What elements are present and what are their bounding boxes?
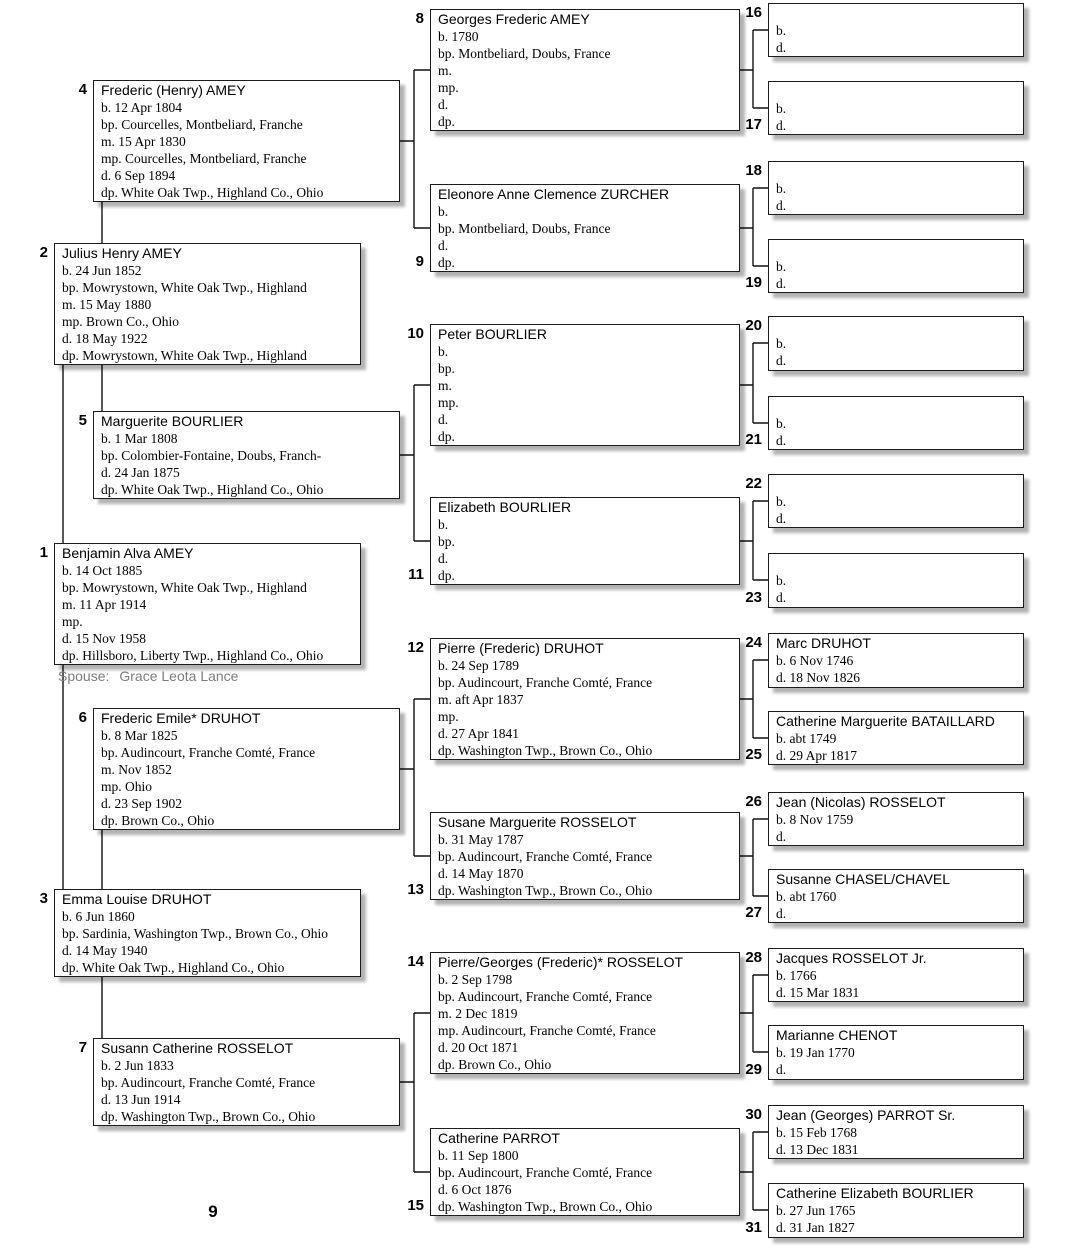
person-number-15: 15 xyxy=(407,1197,424,1214)
person-field: bp. Audincourt, Franche Comté, France xyxy=(101,1075,316,1090)
person-box-20 xyxy=(768,316,1024,371)
person-field: mp. Ohio xyxy=(101,779,153,794)
person-field: d. 23 Sep 1902 xyxy=(101,796,182,811)
person-field: b. 31 May 1787 xyxy=(438,832,524,847)
person-field: bp. Sardinia, Washington Twp., Brown Co., Ohio xyxy=(62,926,328,941)
person-field: b. 8 Mar 1825 xyxy=(101,728,178,743)
person-field: d. xyxy=(776,276,787,291)
person-field: b. xyxy=(776,259,787,274)
person-field: m. 11 Apr 1914 xyxy=(62,597,147,612)
person-field: dp. Brown Co., Ohio xyxy=(438,1057,552,1072)
person-name: Susann Catherine ROSSELOT xyxy=(101,1040,294,1056)
person-field: mp. Audincourt, Franche Comté, France xyxy=(438,1023,656,1038)
person-field: b. abt 1760 xyxy=(776,889,837,904)
person-field: b. 14 Oct 1885 xyxy=(62,563,143,578)
person-box-26 xyxy=(768,792,1024,846)
person-field: b. 8 Nov 1759 xyxy=(776,812,854,827)
person-number-14: 14 xyxy=(407,953,424,970)
person-box-30 xyxy=(768,1105,1024,1159)
person-name: Elizabeth BOURLIER xyxy=(438,499,572,515)
person-box-16 xyxy=(768,3,1024,57)
person-field: d. 13 Dec 1831 xyxy=(776,1142,859,1157)
person-field: b. 1 Mar 1808 xyxy=(101,431,178,446)
person-name: Eleonore Anne Clemence ZURCHER xyxy=(438,186,670,202)
person-number-1: 1 xyxy=(39,544,48,561)
person-box-28 xyxy=(768,948,1024,1002)
person-number-6: 6 xyxy=(78,709,87,726)
connector xyxy=(740,819,768,896)
person-field: b. xyxy=(776,494,787,509)
connector xyxy=(740,30,768,108)
person-field: d. 31 Jan 1827 xyxy=(776,1220,855,1235)
person-number-7: 7 xyxy=(78,1039,87,1056)
person-name: Benjamin Alva AMEY xyxy=(62,545,194,561)
person-field: m. xyxy=(438,63,452,78)
person-field: d. 14 May 1940 xyxy=(62,943,148,958)
person-field: d. 15 Mar 1831 xyxy=(776,985,860,1000)
person-field: b. xyxy=(776,573,787,588)
person-box-12 xyxy=(430,638,740,760)
person-field: d. xyxy=(438,238,449,253)
person-name: Catherine Elizabeth BOURLIER xyxy=(776,1185,974,1201)
spouse-label: Spouse: xyxy=(58,668,110,684)
person-field: bp. Courcelles, Montbeliard, Franche xyxy=(101,117,303,132)
person-field: b. 12 Apr 1804 xyxy=(101,100,182,115)
person-field: d. 13 Jun 1914 xyxy=(101,1092,181,1107)
connector xyxy=(740,188,768,266)
person-field: b. 15 Feb 1768 xyxy=(776,1125,857,1140)
person-field: bp. Audincourt, Franche Comté, France xyxy=(438,675,653,690)
person-field: dp. Washington Twp., Brown Co., Ohio xyxy=(438,1199,653,1214)
person-number-23: 23 xyxy=(745,589,762,606)
person-field: b. xyxy=(438,517,449,532)
person-name xyxy=(776,398,1019,415)
person-field: b. xyxy=(776,336,787,351)
person-field: bp. Montbeliard, Doubs, France xyxy=(438,46,611,61)
person-name: Pierre (Frederic) DRUHOT xyxy=(438,640,604,656)
person-field: b. 6 Jun 1860 xyxy=(62,909,135,924)
person-field: b. 27 Jun 1765 xyxy=(776,1203,856,1218)
person-number-2: 2 xyxy=(39,244,48,261)
person-field: mp. Courcelles, Montbeliard, Franche xyxy=(101,151,307,166)
person-field: dp. xyxy=(438,568,455,583)
person-box-23 xyxy=(768,553,1024,608)
person-field: b. 19 Jan 1770 xyxy=(776,1045,855,1060)
person-field: bp. Audincourt, Franche Comté, France xyxy=(438,849,653,864)
person-box-1 xyxy=(54,543,361,665)
person-field: bp. Audincourt, Franche Comté, France xyxy=(101,745,316,760)
person-box-15 xyxy=(430,1128,740,1216)
person-field: dp. White Oak Twp., Highland Co., Ohio xyxy=(101,482,324,497)
person-field: bp. Audincourt, Franche Comté, France xyxy=(438,989,653,1004)
spouse-name: Grace Leota Lance xyxy=(119,668,239,684)
person-box-21 xyxy=(768,396,1024,450)
person-field: d. xyxy=(776,353,787,368)
person-box-31 xyxy=(768,1183,1024,1238)
connector xyxy=(400,70,430,228)
person-box-2 xyxy=(54,243,361,365)
person-number-22: 22 xyxy=(745,475,762,492)
person-number-26: 26 xyxy=(745,793,762,810)
connector xyxy=(400,699,430,856)
person-name xyxy=(776,5,1019,22)
person-name: Jacques ROSSELOT Jr. xyxy=(776,950,927,966)
person-field: b. 24 Sep 1789 xyxy=(438,658,519,673)
person-field: bp. Colombier-Fontaine, Doubs, Franch- xyxy=(101,448,322,463)
person-name xyxy=(776,555,1019,572)
person-field: dp. xyxy=(438,429,455,444)
person-name: Frederic (Henry) AMEY xyxy=(101,82,246,98)
person-box-27 xyxy=(768,869,1024,923)
person-field: d. 27 Apr 1841 xyxy=(438,726,519,741)
person-field: m. 15 Apr 1830 xyxy=(101,134,186,149)
person-box-13 xyxy=(430,812,740,900)
person-field: m. Nov 1852 xyxy=(101,762,172,777)
person-name xyxy=(776,476,1019,493)
person-box-10 xyxy=(430,324,740,446)
person-number-12: 12 xyxy=(407,639,424,656)
person-field: b. 6 Nov 1746 xyxy=(776,653,854,668)
person-box-5 xyxy=(93,411,400,499)
person-name: Susane Marguerite ROSSELOT xyxy=(438,814,637,830)
person-field: mp. xyxy=(438,709,459,724)
person-field: d. 15 Nov 1958 xyxy=(62,631,146,646)
person-field: dp. Washington Twp., Brown Co., Ohio xyxy=(438,883,653,898)
person-name: Peter BOURLIER xyxy=(438,326,547,342)
person-box-17 xyxy=(768,81,1024,135)
person-field: d. xyxy=(776,40,787,55)
connector xyxy=(400,385,430,541)
person-name: Frederic Emile* DRUHOT xyxy=(101,710,261,726)
connector xyxy=(400,1013,430,1172)
person-field: b. xyxy=(776,23,787,38)
person-field: b. 2 Sep 1798 xyxy=(438,972,513,987)
person-field: d. xyxy=(776,198,787,213)
person-field: dp. Mowrystown, White Oak Twp., Highland xyxy=(62,348,307,363)
person-field: d. xyxy=(776,906,787,921)
person-field: dp. Washington Twp., Brown Co., Ohio xyxy=(101,1109,316,1124)
person-field: d. xyxy=(438,97,449,112)
person-number-27: 27 xyxy=(745,904,762,921)
person-name: Marc DRUHOT xyxy=(776,635,871,651)
person-number-28: 28 xyxy=(745,949,762,966)
person-field: d. xyxy=(776,590,787,605)
person-field: d. 18 Nov 1826 xyxy=(776,670,860,685)
person-number-13: 13 xyxy=(407,881,424,898)
person-field: d. 6 Oct 1876 xyxy=(438,1182,512,1197)
person-number-5: 5 xyxy=(78,412,87,429)
person-field: d. xyxy=(776,511,787,526)
person-box-25 xyxy=(768,711,1024,765)
person-field: dp. White Oak Twp., Highland Co., Ohio xyxy=(62,960,285,975)
person-field: m. xyxy=(438,378,452,393)
person-number-18: 18 xyxy=(745,162,762,179)
person-box-24 xyxy=(768,633,1024,688)
person-field: d. 6 Sep 1894 xyxy=(101,168,176,183)
person-field: bp. Montbeliard, Doubs, France xyxy=(438,221,611,236)
person-box-9 xyxy=(430,184,740,272)
person-box-22 xyxy=(768,474,1024,528)
person-field: d. 14 May 1870 xyxy=(438,866,524,881)
person-name: Georges Frederic AMEY xyxy=(438,11,590,27)
person-field: dp. xyxy=(438,114,455,129)
person-field: d. 18 May 1922 xyxy=(62,331,148,346)
person-field: b. 24 Jun 1852 xyxy=(62,263,142,278)
person-field: bp. Mowrystown, White Oak Twp., Highland xyxy=(62,280,307,295)
person-number-3: 3 xyxy=(39,890,48,907)
person-field: b. xyxy=(438,344,449,359)
person-field: b. xyxy=(776,416,787,431)
person-number-11: 11 xyxy=(408,566,424,583)
person-field: dp. Brown Co., Ohio xyxy=(101,813,215,828)
spouse-line xyxy=(58,668,238,684)
person-field: mp. Brown Co., Ohio xyxy=(62,314,180,329)
person-field: dp. Washington Twp., Brown Co., Ohio xyxy=(438,743,653,758)
person-number-24: 24 xyxy=(745,634,762,651)
person-name xyxy=(776,83,1019,100)
person-field: d. xyxy=(776,118,787,133)
person-field: d. 20 Oct 1871 xyxy=(438,1040,519,1055)
page-number: 9 xyxy=(208,1202,218,1221)
person-field: bp. Mowrystown, White Oak Twp., Highland xyxy=(62,580,307,595)
person-box-11 xyxy=(430,497,740,585)
person-field: b. xyxy=(776,101,787,116)
person-field: b. xyxy=(776,181,787,196)
person-field: d. xyxy=(776,433,787,448)
person-number-31: 31 xyxy=(745,1219,762,1236)
person-name xyxy=(776,241,1019,258)
person-box-4 xyxy=(93,80,400,202)
person-name: Marianne CHENOT xyxy=(776,1027,898,1043)
person-name xyxy=(776,163,1019,180)
person-field: d. xyxy=(776,1062,787,1077)
person-field: dp. White Oak Twp., Highland Co., Ohio xyxy=(101,185,324,200)
person-field: m. 15 May 1880 xyxy=(62,297,152,312)
person-name: Marguerite BOURLIER xyxy=(101,413,244,429)
person-number-4: 4 xyxy=(78,81,87,98)
person-box-19 xyxy=(768,239,1024,293)
person-name: Jean (Georges) PARROT Sr. xyxy=(776,1107,956,1123)
person-field: mp. xyxy=(438,80,459,95)
connector xyxy=(740,501,768,580)
person-number-10: 10 xyxy=(407,325,424,342)
person-box-6 xyxy=(93,708,400,830)
person-field: b. 1780 xyxy=(438,29,479,44)
person-field: bp. xyxy=(438,534,455,549)
person-number-9: 9 xyxy=(415,253,424,270)
person-field: b. 2 Jun 1833 xyxy=(101,1058,174,1073)
person-name: Pierre/Georges (Frederic)* ROSSELOT xyxy=(438,954,684,970)
person-field: b. xyxy=(438,204,449,219)
person-field: m. aft Apr 1837 xyxy=(438,692,524,707)
person-name: Emma Louise DRUHOT xyxy=(62,891,212,907)
person-field: mp. xyxy=(62,614,83,629)
connector xyxy=(740,343,768,423)
person-box-14 xyxy=(430,952,740,1074)
person-field: d. 24 Jan 1875 xyxy=(101,465,180,480)
person-field: d. xyxy=(438,412,449,427)
connector xyxy=(740,975,768,1052)
person-field: bp. xyxy=(438,361,455,376)
person-number-19: 19 xyxy=(745,274,762,291)
person-name: Jean (Nicolas) ROSSELOT xyxy=(776,794,946,810)
person-number-20: 20 xyxy=(745,317,762,334)
person-field: d. xyxy=(438,551,449,566)
person-number-30: 30 xyxy=(745,1106,762,1123)
person-number-21: 21 xyxy=(745,431,762,448)
person-name: Julius Henry AMEY xyxy=(62,245,182,261)
person-field: b. 1766 xyxy=(776,968,817,983)
person-field: d. xyxy=(776,829,787,844)
connector xyxy=(740,660,768,738)
person-name: Catherine PARROT xyxy=(438,1130,560,1146)
person-number-29: 29 xyxy=(745,1061,762,1078)
person-field: dp. Hillsboro, Liberty Twp., Highland Co., Ohio xyxy=(62,648,324,663)
person-name xyxy=(776,318,1019,335)
person-field: b. 11 Sep 1800 xyxy=(438,1148,519,1163)
person-number-16: 16 xyxy=(745,4,762,21)
person-number-8: 8 xyxy=(415,10,424,27)
person-box-3 xyxy=(54,889,361,977)
person-box-8 xyxy=(430,9,740,131)
connector xyxy=(740,1132,768,1210)
person-field: dp. xyxy=(438,255,455,270)
person-field: m. 2 Dec 1819 xyxy=(438,1006,518,1021)
person-number-17: 17 xyxy=(745,116,762,133)
person-name: Catherine Marguerite BATAILLARD xyxy=(776,713,995,729)
person-box-18 xyxy=(768,161,1024,215)
person-field: d. 29 Apr 1817 xyxy=(776,748,857,763)
person-number-25: 25 xyxy=(745,746,762,763)
person-name: Susanne CHASEL/CHAVEL xyxy=(776,871,951,887)
person-box-7 xyxy=(93,1038,400,1126)
person-box-29 xyxy=(768,1025,1024,1080)
person-field: mp. xyxy=(438,395,459,410)
person-field: bp. Audincourt, Franche Comté, France xyxy=(438,1165,653,1180)
person-field: b. abt 1749 xyxy=(776,731,837,746)
